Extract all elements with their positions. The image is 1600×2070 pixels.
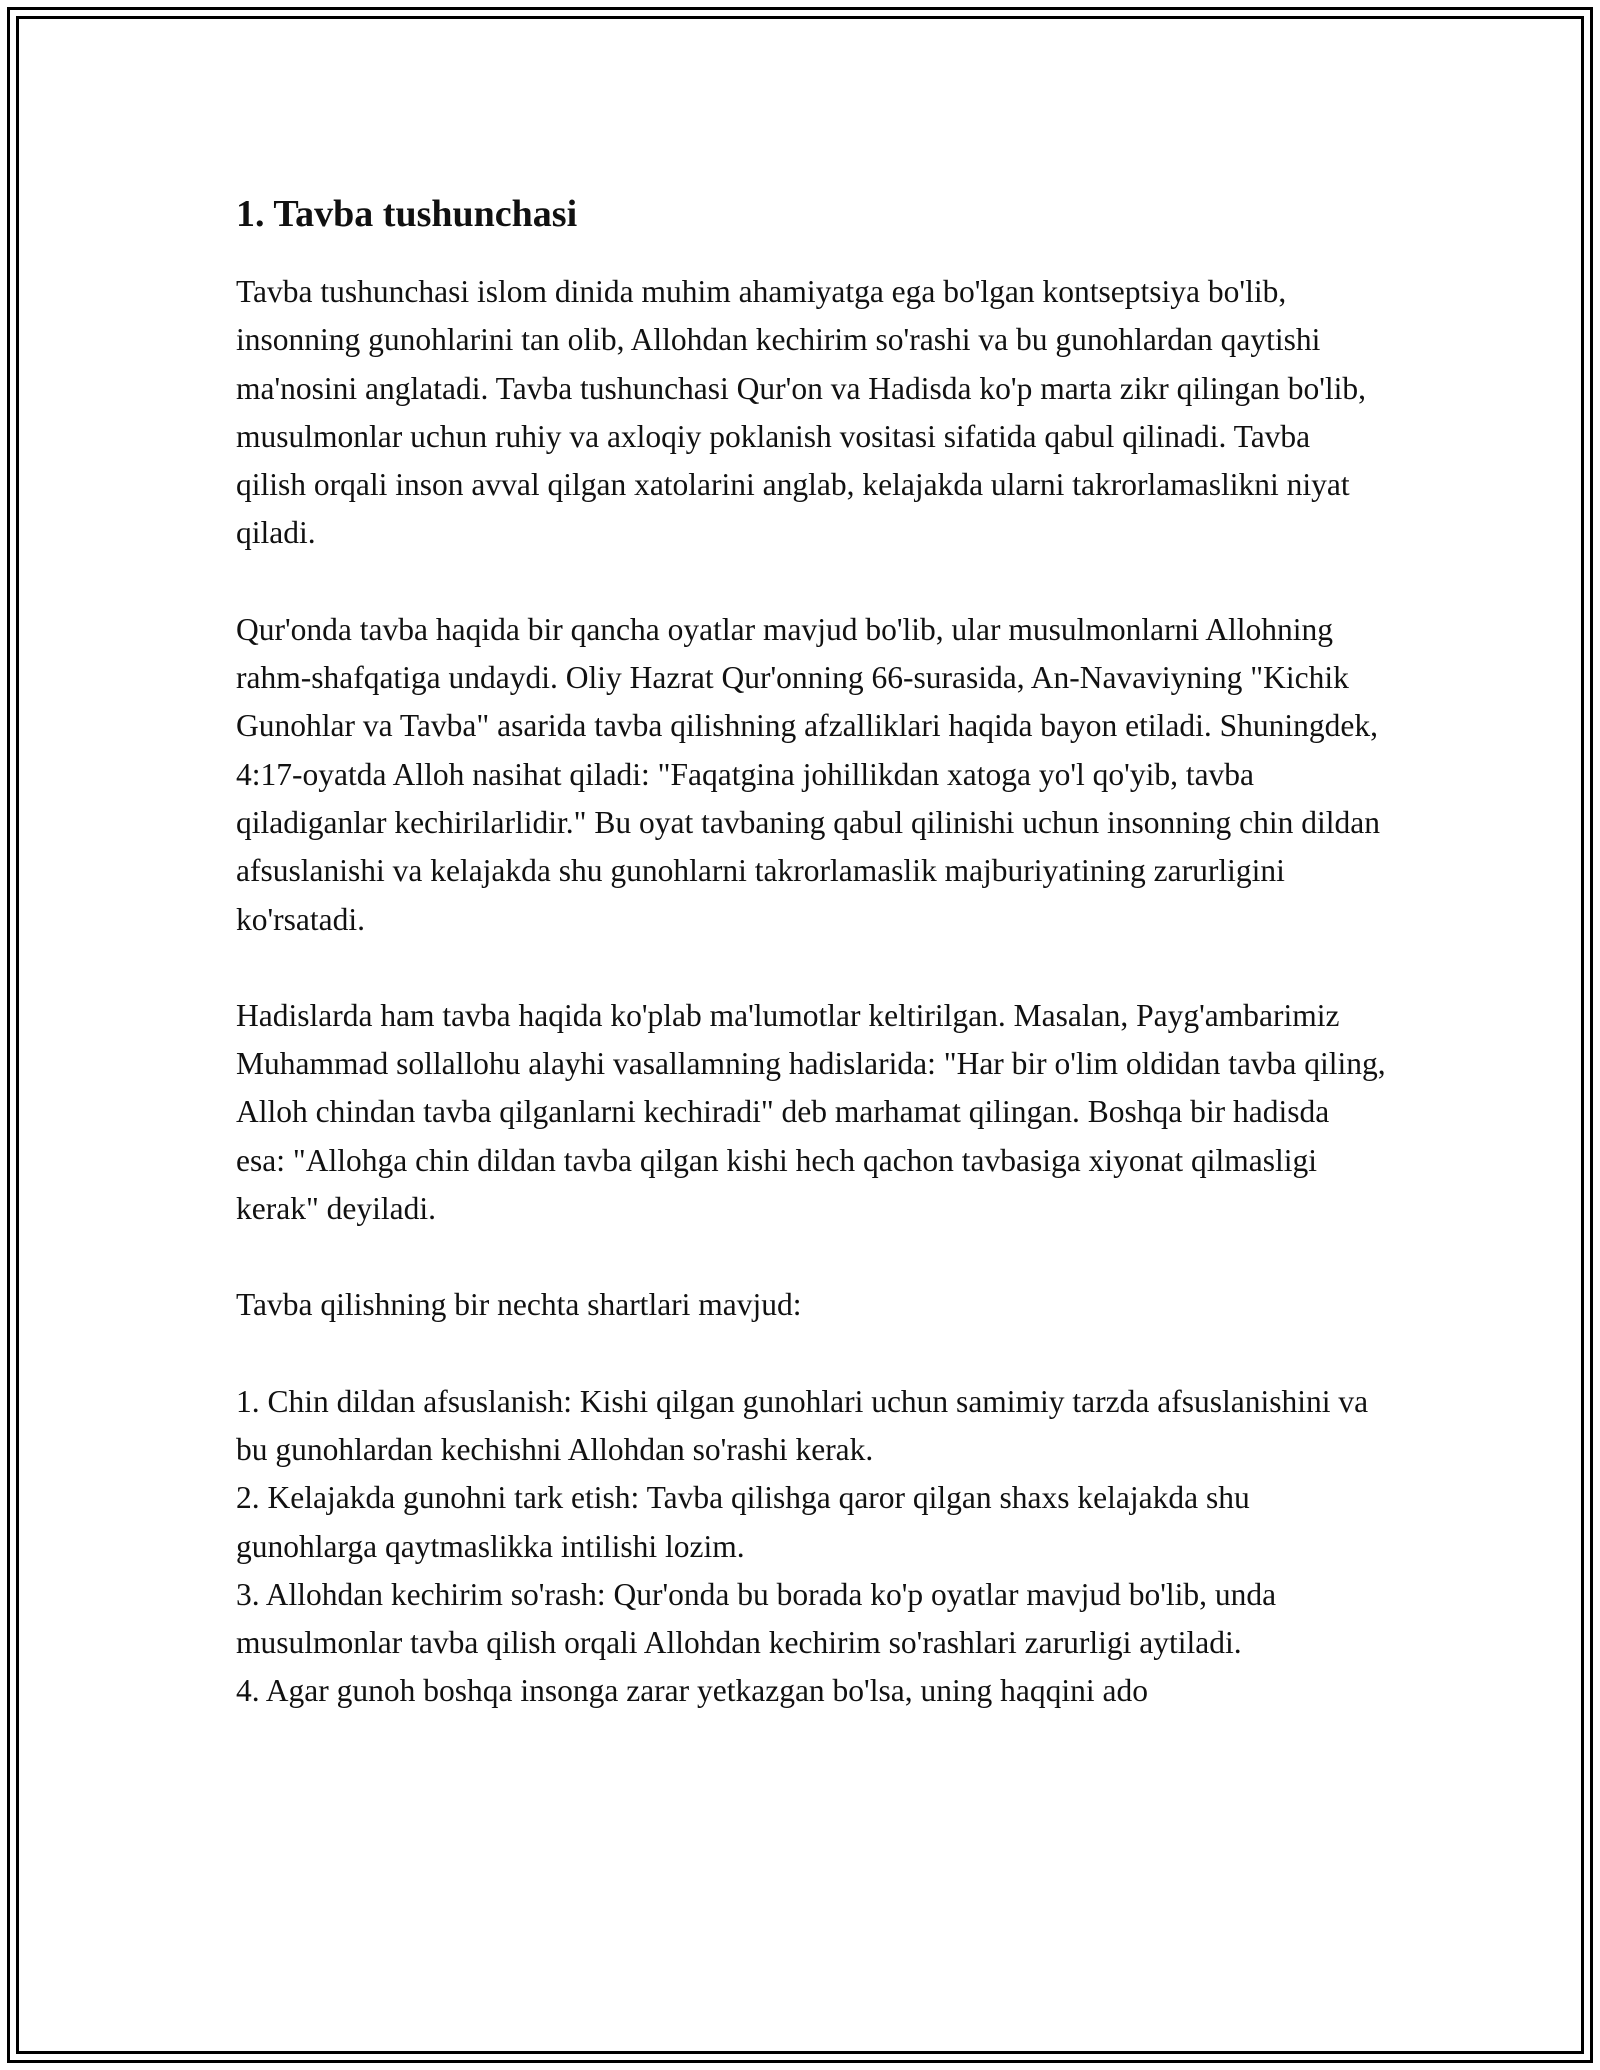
condition-item: 4. Agar gunoh boshqa insonga zarar yetkazgan bo'lsa, uning haqqini ado xyxy=(236,1673,1148,1709)
section-heading: 1. Tavba tushunchasi xyxy=(236,193,578,235)
condition-item: 3. Allohdan kechirim so'rash: Qur'onda bu borada ko'p oyatlar mavjud bo'lib, unda musulmonlar tavba qilish orqali Allohdan kechirim so'rashlari zarurligi aytiladi. xyxy=(236,1576,1277,1661)
paragraph-conditions-intro: Tavba qilishning bir nechta shartlari mavjud: xyxy=(236,1287,802,1323)
condition-item: 1. Chin dildan afsuslanish: Kishi qilgan gunohlari uchun samimiy tarzda afsuslanishini va bu gunohlardan kechishni Allohdan so'rashi kerak. xyxy=(236,1383,1369,1467)
document-body xyxy=(236,186,1386,1716)
paragraph-hadith: Hadislarda ham tavba haqida ko'plab ma'lumotlar keltirilgan. Masalan, Payg'ambarimiz Muhammad sollallohu alayhi vasallamning hadislarida: "Har bir o'lim oldidan tavba qiling, Alloh chindan tavba qilganlarni kechiradi" deb marhamat qilingan. Boshqa bir hadisda esa: "Allohga chin dildan tavba qilgan kishi hech qachon tavbasiga xiyonat qilmasligi kerak" deyiladi. xyxy=(236,997,1386,1227)
condition-item: 2. Kelajakda gunohni tark etish: Tavba qilishga qaror qilgan shaxs kelajakda shu gunohlarga qaytmaslikka intilishi lozim. xyxy=(236,1480,1250,1564)
conditions-list xyxy=(236,1378,1386,1716)
paragraph-quran: Qur'onda tavba haqida bir qancha oyatlar mavjud bo'lib, ular musulmonlarni Allohning rahm-shafqatiga undaydi. Oliy Hazrat Qur'onning 66-surasida, An-Navaviyning "Kichik Gunohlar va Tavba" asarida tavba qilishning afzalliklari haqida bayon etiladi. Shuningdek, 4:17-oyatda Alloh nasihat qiladi: "Faqatgina johillikdan xatoga yo'l qo'yib, tavba qiladiganlar kechirilarlidir." Bu oyat tavbaning qabul qilinishi uchun insonning chin dildan afsuslanishi va kelajakda shu gunohlarni takrorlamaslik majburiyatining zarurligini ko'rsatadi. xyxy=(236,611,1381,937)
paragraph-definition: Tavba tushunchasi islom dinida muhim ahamiyatga ega bo'lgan kontseptsiya bo'lib, insonning gunohlarini tan olib, Allohdan kechirim so'rashi va bu gunohlardan qaytishi ma'nosini anglatadi. Tavba tushunchasi Qur'on va Hadisda ko'p marta zikr qilingan bo'lib, musulmonlar uchun ruhiy va axloqiy poklanish vositasi sifatida qabul qilinadi. Tavba qilish orqali inson avval qilgan xatolarini anglab, kelajakda ularni takrorlamaslikni niyat qiladi. xyxy=(236,274,1367,551)
